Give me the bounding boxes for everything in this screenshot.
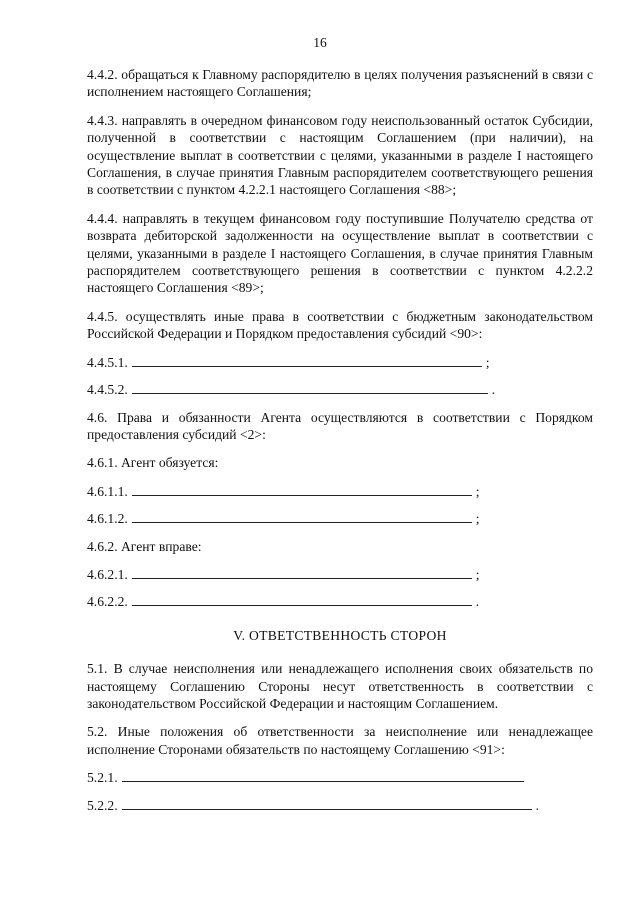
blank-4-6-2-1 bbox=[87, 566, 593, 583]
blank-number: 4.4.5.2. bbox=[87, 382, 128, 398]
paragraph-4-6-2: 4.6.2. Агент вправе: bbox=[87, 538, 202, 554]
paragraph-4-4-2: 4.4.2. обращаться к Главному распорядителю в целях получения разъяснений в связи с исполнением настоящего Соглашения; bbox=[87, 67, 593, 100]
blank-4-4-5-2 bbox=[87, 381, 593, 398]
paragraph-4-6-1: 4.6.1. Агент обязуется: bbox=[87, 455, 219, 471]
blank-number: 4.6.2.2. bbox=[87, 594, 128, 610]
document-body bbox=[87, 66, 593, 824]
page-number: 16 bbox=[313, 35, 327, 50]
paragraph-4-4-5: 4.4.5. осуществлять иные права в соответствии с бюджетным законодательством Российской Федерации и Порядком предоставления субсидий <90>: bbox=[87, 308, 593, 342]
blank-5-2-2 bbox=[87, 797, 593, 814]
paragraph-4-6: 4.6. Права и обязанности Агента осуществляются в соответствии с Порядком предоставления субсидий <2>: bbox=[87, 409, 593, 442]
blank-4-6-1-1 bbox=[87, 483, 593, 500]
fill-in-line bbox=[132, 510, 472, 523]
blank-5-2-1 bbox=[87, 769, 593, 786]
paragraph-4-4-3: 4.4.3. направлять в очередном финансовом году неиспользованный остаток Субсидии, полученной в соответствии с настоящим Соглашением (при наличии), на осуществление выплат в соответствии с целями, указанными в разделе I настоящего Соглашения, в случае принятия Главным распорядителем соответствующего решения в соответствии с пунктом 4.2.2.1 настоящего Соглашения <88>; bbox=[87, 112, 593, 198]
blank-end: ; bbox=[485, 354, 490, 370]
fill-in-line bbox=[132, 593, 472, 606]
blank-number: 4.6.2.1. bbox=[87, 566, 128, 582]
blank-end: . bbox=[535, 797, 539, 813]
blank-end: ; bbox=[475, 566, 480, 582]
blank-number: 4.6.1.1. bbox=[87, 483, 128, 499]
paragraph-4-4-4: 4.4.4. направлять в текущем финансовом году поступившие Получателю средства от возврата дебиторской задолженности на осуществление выплат в соответствии с целями, указанными в разделе I настоящего Соглашения, в случае принятия Главным распорядителем соответствующего решения в соответствии с пунктом 4.2.2.2 настоящего Соглашения <89>; bbox=[87, 210, 593, 296]
blank-4-4-5-1 bbox=[87, 354, 593, 371]
fill-in-line bbox=[132, 354, 482, 367]
blank-4-6-2-2 bbox=[87, 593, 593, 610]
fill-in-line bbox=[122, 769, 524, 782]
blank-end: ; bbox=[475, 511, 480, 527]
blank-number: 4.4.5.1. bbox=[87, 354, 128, 370]
blank-number: 5.2.1. bbox=[87, 770, 118, 786]
paragraph-5-2: 5.2. Иные положения об ответственности за неисполнение или ненадлежащее исполнение Сторонами обязательств по настоящему Соглашению <91>: bbox=[87, 724, 593, 757]
section-heading: V. ОТВЕТСТВЕННОСТЬ СТОРОН bbox=[233, 627, 447, 643]
blank-end: . bbox=[475, 594, 480, 610]
blank-number: 4.6.1.2. bbox=[87, 511, 128, 527]
fill-in-line bbox=[122, 797, 532, 810]
blank-number: 5.2.2. bbox=[87, 797, 118, 813]
blank-end: ; bbox=[475, 483, 480, 499]
fill-in-line bbox=[132, 381, 488, 394]
fill-in-line bbox=[132, 483, 472, 496]
blank-end: . bbox=[491, 382, 496, 398]
blank-4-6-1-2 bbox=[87, 510, 593, 527]
fill-in-line bbox=[132, 566, 472, 579]
paragraph-5-1: 5.1. В случае неисполнения или ненадлежащего исполнения своих обязательств по настоящему Соглашению Стороны несут ответственность в соответствии с законодательством Российской Федерации и настоящим Соглашением. bbox=[87, 661, 593, 711]
